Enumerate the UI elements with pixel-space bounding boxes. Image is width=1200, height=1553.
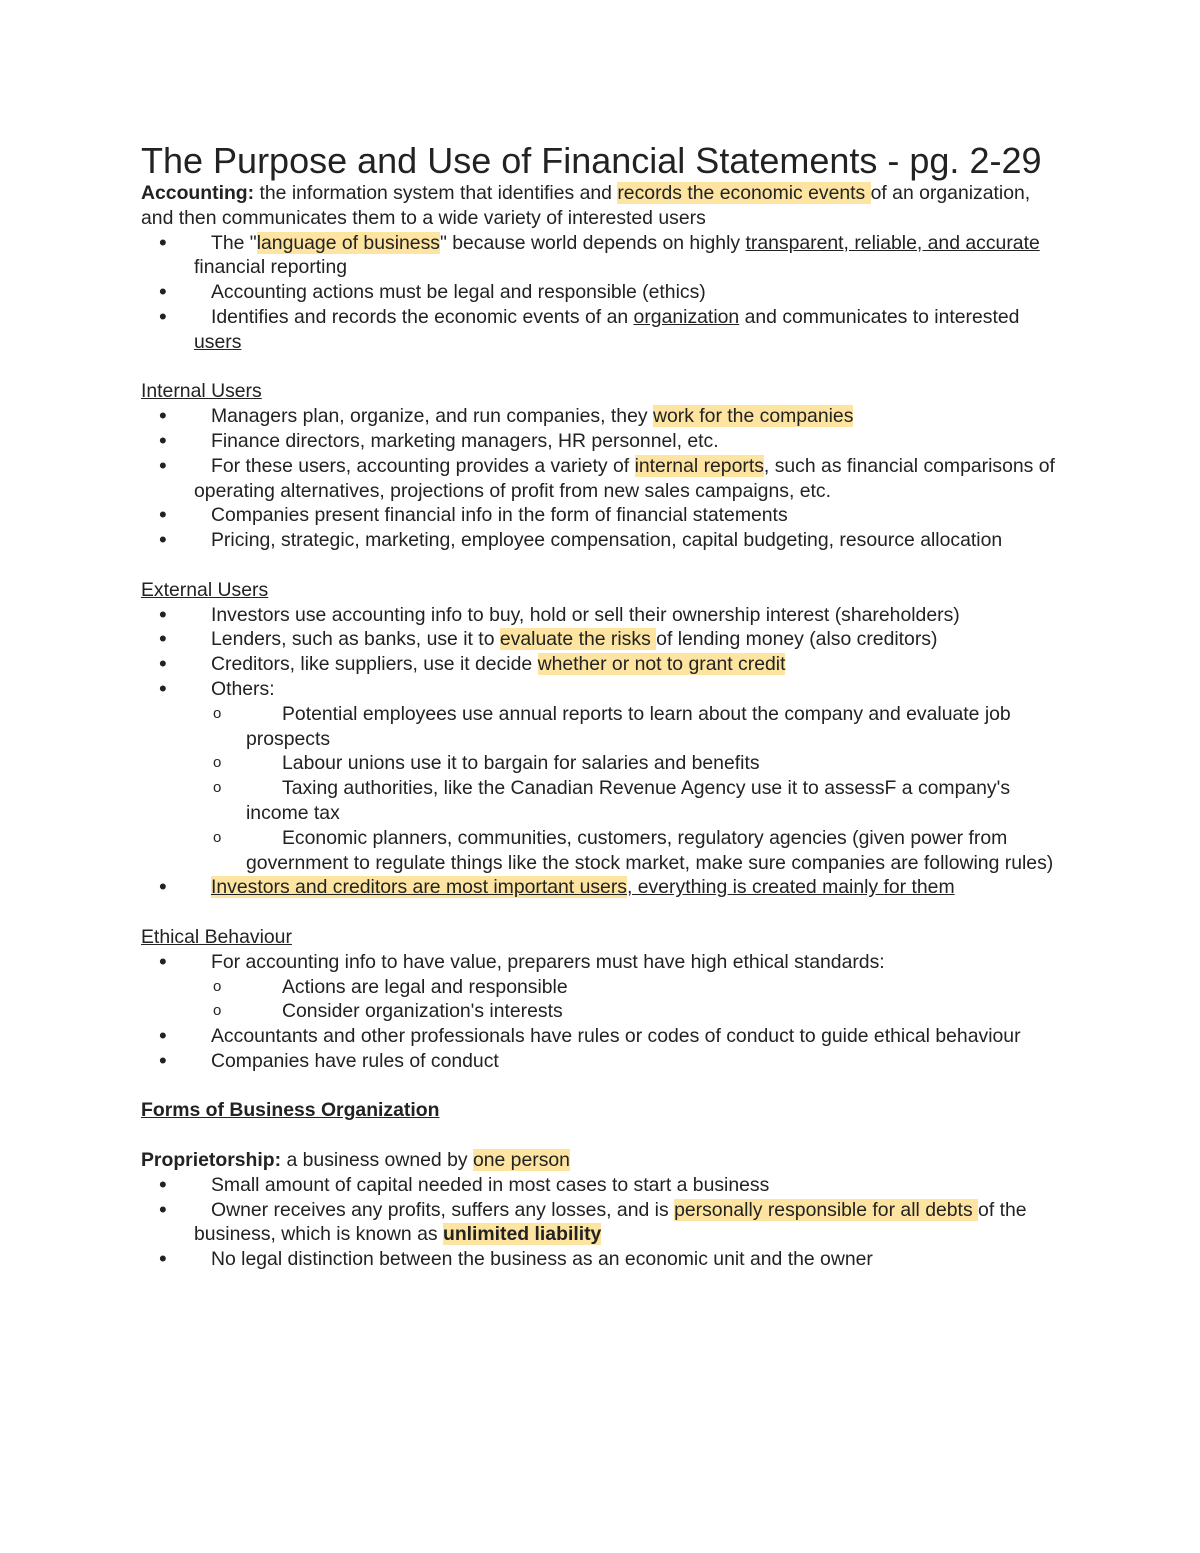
list-item: • Small amount of capital needed in most cases to start a business [141, 1173, 1061, 1198]
external-users-list [141, 603, 1061, 901]
list-item: • For accounting info to have value, preparers must have high ethical standards: o Actions are legal and responsible o Consider organization's interests [141, 950, 1061, 1024]
highlight: evaluate the risks [499, 628, 657, 651]
sublist-item: o Potential employees use annual reports to learn about the company and evaluate job prospects [141, 702, 1061, 752]
list-item: • Lenders, such as banks, use it to evaluate the risks of lending money (also creditors) [141, 627, 1061, 652]
accounting-bullets [141, 231, 1061, 355]
underlined-text: , everything is created mainly for them [627, 876, 955, 899]
list-item: • Finance directors, marketing managers, HR personnel, etc. [141, 429, 1061, 454]
list-item: • Pricing, strategic, marketing, employee compensation, capital budgeting, resource allocation [141, 528, 1061, 553]
underlined-text: transparent, reliable, and accurate [745, 231, 1040, 254]
accounting-definition: Accounting: the information system that identifies and records the economic events of an organization, and then communicates them to a wide variety of interested users [141, 182, 1031, 229]
list-item [141, 875, 1061, 900]
list-item: • The "language of business" because world depends on highly transparent, reliable, and accurate financial reporting [141, 231, 1061, 281]
section-heading-ethical-behaviour: Ethical Behaviour [141, 925, 292, 948]
list-item: • Companies have rules of conduct [141, 1049, 1061, 1074]
highlight: personally responsible for all debts [674, 1198, 979, 1221]
highlight: records the economic events [617, 182, 871, 204]
list-item: • Investors use accounting info to buy, hold or sell their ownership interest (shareholders) [141, 603, 1061, 628]
sublist-item: o Actions are legal and responsible [141, 975, 1061, 1000]
highlight: work for the companies [652, 405, 854, 428]
list-item: • For these users, accounting provides a variety of internal reports, such as financial comparisons of operating alternatives, projections of profit from new sales campaigns, etc. [141, 454, 1061, 504]
highlight: whether or not to grant credit [537, 653, 786, 676]
ethical-sublist [141, 975, 1061, 1025]
highlight: language of business [256, 231, 440, 254]
underlined-text: organization [633, 305, 740, 328]
list-item: • No legal distinction between the business as an economic unit and the owner [141, 1247, 1061, 1272]
ethical-behaviour-list [141, 950, 1061, 1074]
list-item: • Companies present financial info in the form of financial statements [141, 503, 1061, 528]
list-item: • Accountants and other professionals have rules or codes of conduct to guide ethical behaviour [141, 1024, 1061, 1049]
proprietorship-term: Proprietorship: [141, 1149, 282, 1172]
proprietorship-definition: Proprietorship: a business owned by one person [141, 1149, 570, 1172]
section-heading-internal-users: Internal Users [141, 380, 262, 403]
underlined-text: users [194, 330, 242, 353]
accounting-term: Accounting: [141, 182, 255, 204]
document-page [141, 140, 1061, 1272]
proprietorship-list [141, 1173, 1061, 1272]
sublist-item: o Taxing authorities, like the Canadian Revenue Agency use it to assessF a company's income tax [141, 776, 1061, 826]
others-sublist [141, 702, 1061, 876]
list-item: • Creditors, like suppliers, use it decide whether or not to grant credit [141, 652, 1061, 677]
internal-users-list [141, 404, 1061, 553]
list-item: • Others: o Potential employees use annual reports to learn about the company and evaluate job prospects o Labour unions use it to bargain for salaries and benefits o Taxing authorities, like the Canadian Revenue Agency use it to assessF a company's income tax o Economic planners, communities, customers, regulatory agencies (given power from government to regulate things like the stock market, make sure companies are following rules) [141, 677, 1061, 875]
highlight: internal reports [634, 454, 764, 477]
sublist-item: o Consider organization's interests [141, 999, 1061, 1024]
sublist-item: o Economic planners, communities, customers, regulatory agencies (given power from government to regulate things like the stock market, make sure companies are following rules) [141, 826, 1061, 876]
section-heading-forms: Forms of Business Organization [141, 1099, 440, 1122]
sublist-item: o Labour unions use it to bargain for salaries and benefits [141, 751, 1061, 776]
highlight: Investors and creditors are most important users [211, 876, 627, 899]
page-title: The Purpose and Use of Financial Statements - pg. 2-29 [141, 140, 1042, 181]
list-item: • Accounting actions must be legal and responsible (ethics) [141, 280, 1061, 305]
list-item: • Managers plan, organize, and run companies, they work for the companies [141, 404, 1061, 429]
list-item: • Owner receives any profits, suffers any losses, and is personally responsible for all debts of the business, which is known as unlimited liability [141, 1198, 1061, 1248]
highlight: one person [472, 1149, 570, 1172]
section-heading-external-users: External Users [141, 578, 269, 601]
highlight-bold: unlimited liability [442, 1223, 602, 1246]
list-item: • Identifies and records the economic events of an organization and communicates to interested users [141, 305, 1061, 355]
